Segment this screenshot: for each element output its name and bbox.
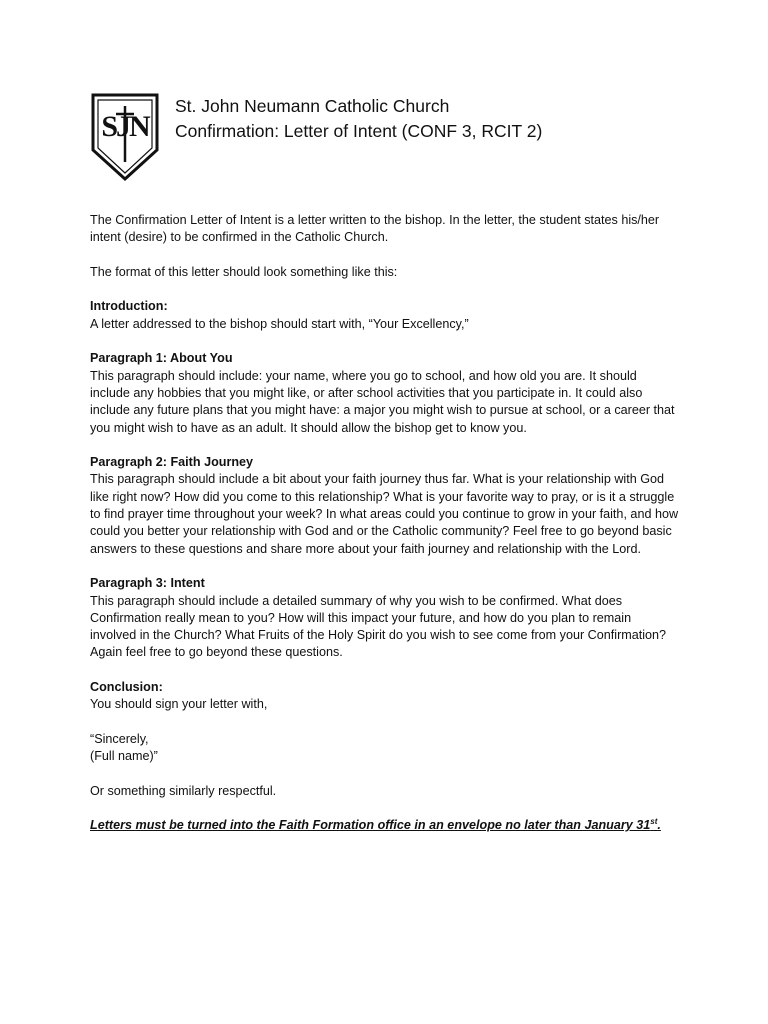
paragraph3-section: [90, 575, 680, 661]
title-block: [175, 94, 675, 144]
respectful-note: Or something similarly respectful.: [90, 783, 277, 798]
intro-paragraph: The Confirmation Letter of Intent is a letter written to the bishop. In the letter, the student states his/her intent (desire) to be confirmed in the Catholic Church.: [90, 213, 660, 245]
paragraph3-text: This paragraph should include a detailed summary of why you wish to be confirmed. What does Confirmation really mean to you? How will this impact your future, and how do you plan to remain involved in the Church? What Fruits of the Holy Spirit do you wish to see come from your Confirmation? Again feel free to go beyond these questions.: [90, 593, 667, 660]
paragraph2-section: [90, 454, 680, 558]
conclusion-text: You should sign your letter with,: [90, 697, 268, 712]
church-name: St. John Neumann Catholic Church: [175, 96, 450, 116]
deadline-period: .: [657, 818, 661, 833]
introduction-text: A letter addressed to the bishop should start with, “Your Excellency,”: [90, 316, 469, 331]
deadline-text: Letters must be turned into the Faith Formation office in an envelope no later than January 31: [90, 818, 651, 833]
conclusion-section: [90, 679, 680, 714]
introduction-heading: Introduction:: [90, 299, 168, 314]
conclusion-heading: Conclusion:: [90, 680, 163, 695]
document-title: Confirmation: Letter of Intent (CONF 3, RCIT 2): [175, 121, 543, 141]
paragraph2-text: This paragraph should include a bit about your faith journey thus far. What is your relationship with God like right now? How did you come to this relationship? What is your favorite way to pray, or is it a struggle to find prayer time throughout your week? In what areas could you continue to grow in your faith, and how could you better your relationship with God and or the Catholic community? Feel free to go beyond basic answers to these questions and share more about your faith journey and relationship with the Lord.: [90, 472, 679, 556]
paragraph1-heading: Paragraph 1: About You: [90, 351, 233, 366]
signoff-block: [90, 731, 680, 766]
deadline-ordinal: st: [650, 817, 658, 827]
document-body: [90, 212, 680, 852]
logo-lettering: SJN: [101, 110, 149, 143]
paragraph1-section: [90, 350, 680, 436]
parish-logo: [90, 92, 160, 182]
deadline-notice: [90, 817, 680, 834]
signoff-line-1: “Sincerely,: [90, 731, 149, 746]
paragraph1-text: This paragraph should include: your name, where you go to school, and how old you are. It should include any hobbies that you might like, or after school activities that you participate in. It could also include any future plans that you might have: a major you might wish to pursue at school, or a career that you might wish to have as an adult. It should allow the bishop get to know you.: [90, 368, 675, 435]
signoff-line-2: (Full name)”: [90, 749, 158, 764]
format-paragraph: The format of this letter should look something like this:: [90, 264, 398, 279]
paragraph2-heading: Paragraph 2: Faith Journey: [90, 455, 254, 470]
introduction-section: [90, 298, 680, 333]
document-header: [90, 92, 690, 184]
paragraph3-heading: Paragraph 3: Intent: [90, 576, 205, 591]
